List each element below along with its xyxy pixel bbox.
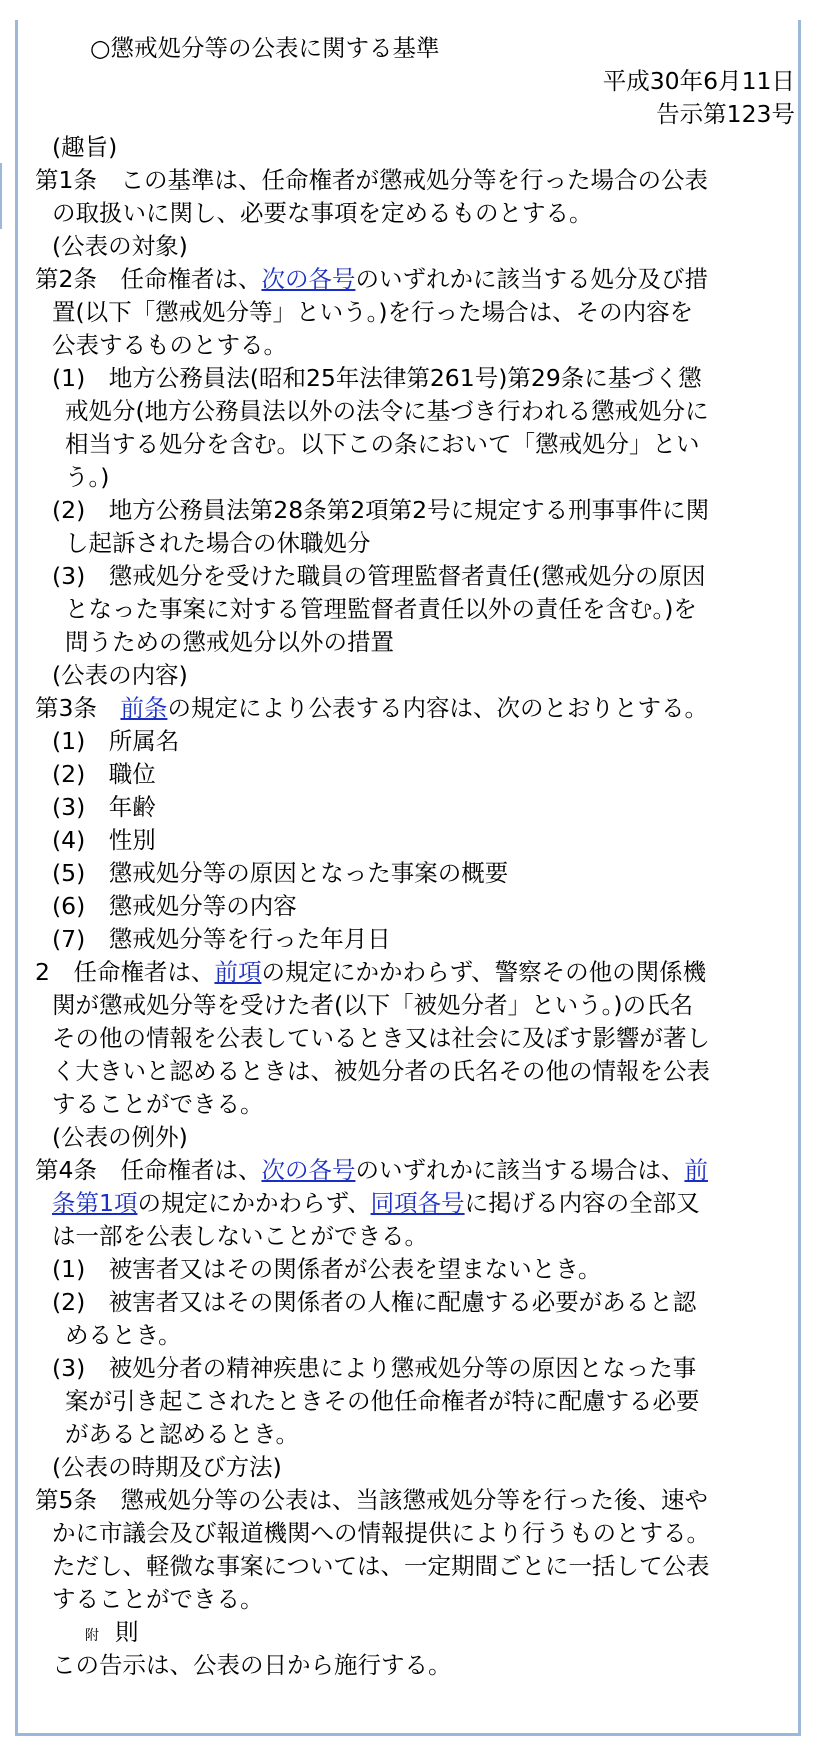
article-3-text: 第3条: [35, 694, 121, 722]
article-2-item-2: し起訴された場合の休職処分: [65, 529, 371, 557]
article-3-paragraph-2: く大きいと認めるときは、被処分者の氏名その他の情報を公表: [52, 1057, 710, 1085]
article-2-line: [35, 263, 795, 296]
article-2-item-2: (2) 地方公務員法第28条第2項第2号に規定する刑事事件に関: [52, 496, 710, 524]
article-4-item-3: 案が引き起こされたときその他任命権者が特に配慮する必要: [65, 1387, 700, 1415]
article-2-line: 公表するものとする。: [52, 331, 287, 359]
article-1-line: 第1条 この基準は、任命権者が懲戒処分等を行った場合の公表: [35, 166, 708, 194]
article-4-item-3: (3) 被処分者の精神疾患により懲戒処分等の原因となった事: [52, 1354, 697, 1382]
article-3-paragraph-2: [35, 956, 795, 989]
article-4-text: に掲げる内容の全部又: [464, 1189, 700, 1217]
article-3-item: (5) 懲戒処分等の原因となった事案の概要: [52, 859, 509, 887]
link-previous-article-para-1[interactable]: 前: [684, 1156, 708, 1184]
article-5-line: 第5条 懲戒処分等の公表は、当該懲戒処分等を行った後、速や: [35, 1486, 708, 1514]
link-next-items[interactable]: 次の各号: [261, 1156, 356, 1184]
link-next-items[interactable]: 次の各号: [261, 265, 356, 293]
article-3-item: (7) 懲戒処分等を行った年月日: [52, 925, 391, 953]
article-5-line: かに市議会及び報道機関への情報提供により行うものとする。: [52, 1519, 710, 1547]
article-3-item: (2) 職位: [52, 760, 156, 788]
article-3-text: の規定にかかわらず、警察その他の関係機: [261, 958, 707, 986]
article-5-caption: (公表の時期及び方法): [52, 1453, 282, 1481]
left-margin-marker: [0, 163, 2, 229]
article-3-text: 2 任命権者は、: [35, 958, 215, 986]
article-3-text: の規定により公表する内容は、次のとおりとする。: [167, 694, 708, 722]
link-previous-paragraph[interactable]: 前項: [214, 958, 262, 986]
article-2-line: 置(以下「懲戒処分等」という。)を行った場合は、その内容を: [52, 298, 694, 326]
article-3-item: (1) 所属名: [52, 727, 180, 755]
article-2-item-1: (1) 地方公務員法(昭和25年法律第261号)第29条に基づく懲: [52, 364, 702, 392]
article-2-item-3: となった事案に対する管理監督者責任以外の責任を含む。)を: [65, 595, 697, 623]
article-3-paragraph-2: その他の情報を公表しているとき又は社会に及ぼす影響が著し: [52, 1024, 710, 1052]
article-2-item-3: (3) 懲戒処分を受けた職員の管理監督者責任(懲戒処分の原因: [52, 562, 706, 590]
article-5-line: ただし、軽微な事案については、一定期間ごとに一括して公表: [52, 1552, 710, 1580]
article-2-item-3: 問うための懲戒処分以外の措置: [65, 628, 394, 656]
article-5-line: することができる。: [52, 1585, 264, 1613]
link-same-paragraph-items[interactable]: 同項各号: [370, 1189, 465, 1217]
enactment-date: 平成30年6月11日: [602, 67, 795, 95]
article-4-caption: (公表の例外): [52, 1123, 188, 1151]
supplementary-provisions-heading: [35, 1616, 795, 1649]
article-4-line: [35, 1154, 795, 1187]
article-1-caption: (趣旨): [52, 133, 118, 161]
link-previous-article-para-1[interactable]: 条第1項: [52, 1189, 138, 1217]
article-4-item-1: (1) 被害者又はその関係者が公表を望まないとき。: [52, 1255, 602, 1283]
article-3-item: (4) 性別: [52, 826, 156, 854]
link-previous-article[interactable]: 前条: [120, 694, 168, 722]
document-body: [35, 32, 795, 1682]
article-4-text: 第4条 任命権者は、: [35, 1156, 262, 1184]
article-2-text: 第2条 任命権者は、: [35, 265, 262, 293]
supplementary-small-char: 附: [85, 1628, 99, 1644]
article-4-text: のいずれかに該当する場合は、: [355, 1156, 685, 1184]
supplementary-main-char: 則: [115, 1618, 139, 1646]
article-4-text: の規定にかかわらず、: [137, 1189, 371, 1217]
article-2-item-1: う。): [65, 463, 110, 491]
article-3-item: (3) 年齢: [52, 793, 156, 821]
article-1-line: の取扱いに関し、必要な事項を定めるものとする。: [52, 199, 593, 227]
article-2-caption: (公表の対象): [52, 232, 188, 260]
document-title: ○懲戒処分等の公表に関する基準: [90, 34, 440, 62]
article-3-item: (6) 懲戒処分等の内容: [52, 892, 297, 920]
article-4-item-2: (2) 被害者又はその関係者の人権に配慮する必要があると認: [52, 1288, 697, 1316]
supplementary-provision-text: この告示は、公表の日から施行する。: [52, 1651, 452, 1679]
article-2-item-1: 戒処分(地方公務員法以外の法令に基づき行われる懲戒処分に: [65, 397, 709, 425]
article-4-line: [35, 1187, 795, 1220]
article-4-item-3: があると認めるとき。: [65, 1420, 300, 1448]
article-3-line: [35, 692, 795, 725]
article-3-paragraph-2: することができる。: [52, 1090, 264, 1118]
article-4-line: は一部を公表しないことができる。: [52, 1222, 428, 1250]
article-3-caption: (公表の内容): [52, 661, 188, 689]
notice-number: 告示第123号: [656, 100, 795, 128]
article-2-text: のいずれかに該当する処分及び措: [355, 265, 708, 293]
article-2-item-1: 相当する処分を含む。以下この条において「懲戒処分」とい: [65, 430, 700, 458]
article-3-paragraph-2: 関が懲戒処分等を受けた者(以下「被処分者」という。)の氏名: [52, 991, 694, 1019]
article-4-item-2: めるとき。: [65, 1321, 182, 1349]
